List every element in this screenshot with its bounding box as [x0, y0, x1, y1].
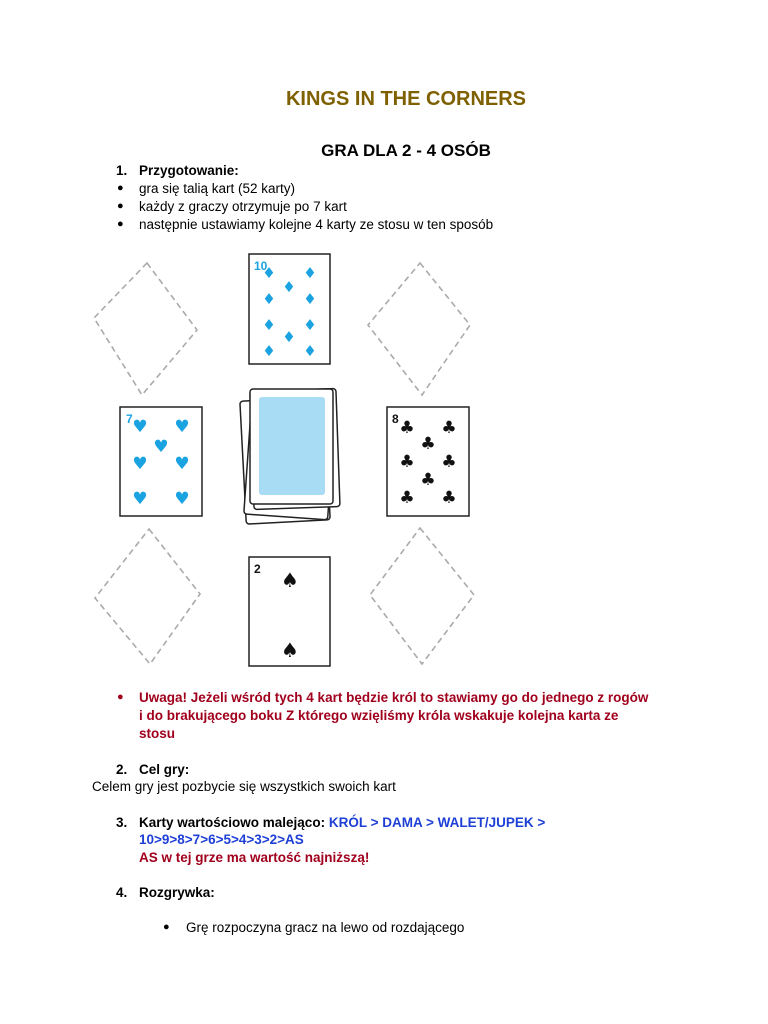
suit-pip: ♥: [153, 437, 169, 457]
section-3-line-1: [139, 814, 545, 832]
suit-pip: ♦: [282, 278, 296, 296]
suit-pip: ♥: [174, 489, 190, 509]
bullet-icon: ●: [117, 691, 124, 703]
card-rank-top: 10: [254, 259, 268, 273]
section-4-number: 4.: [116, 885, 128, 900]
corner-slot-bottom-left: [95, 529, 200, 664]
suit-pip: ♣: [441, 488, 457, 508]
section-2-heading: Cel gry:: [139, 762, 190, 777]
suit-pip: ♦: [303, 342, 317, 360]
section-3-heading: Karty wartościowo malejąco:: [139, 815, 326, 830]
page-subtitle: GRA DLA 2 - 4 OSÓB: [321, 141, 491, 160]
suit-pip: ♣: [441, 452, 457, 472]
bullet-icon: ●: [117, 182, 124, 194]
warning-line-1: Uwaga! Jeżeli wśród tych 4 kart będzie król to stawiamy go do jednego z rogów: [139, 690, 649, 705]
card-layout-diagram: [90, 250, 490, 670]
section-1-bullet-3: następnie ustawiamy kolejne 4 karty ze stosu w ten sposób: [139, 217, 494, 232]
suit-pip: ♦: [262, 290, 276, 308]
card-two-of-spades: [249, 557, 330, 666]
section-1-number: 1.: [116, 163, 128, 178]
suit-pip: ♣: [399, 418, 415, 438]
suit-pip: ♥: [174, 417, 190, 437]
bullet-icon: ●: [117, 200, 124, 212]
suit-pip: ♦: [282, 328, 296, 346]
suit-pip: ♣: [399, 452, 415, 472]
suit-pip: ♥: [132, 454, 148, 474]
section-2-text: Celem gry jest pozbycie się wszystkich swoich kart: [92, 779, 396, 794]
card-order-part-2: 10>9>8>7>6>5>4>3>2>AS: [139, 832, 304, 847]
card-order-part-1: KRÓL > DAMA > WALET/JUPEK >: [328, 815, 546, 830]
bullet-icon: ●: [163, 921, 170, 933]
deck-stack: [240, 389, 340, 525]
suit-pip: ♣: [420, 470, 436, 490]
section-4-heading: Rozgrywka:: [139, 885, 215, 900]
card-rank-top: 8: [392, 412, 399, 426]
bullet-icon: ●: [117, 218, 124, 230]
card-eight-of-clubs: [387, 407, 469, 516]
corner-slot-top-left: [94, 263, 197, 395]
section-1-bullet-1: gra się talią kart (52 karty): [139, 181, 296, 196]
section-1-heading: Przygotowanie:: [139, 163, 239, 178]
ace-note: AS w tej grze ma wartość najniższą!: [139, 850, 370, 865]
card-rank-top: 7: [126, 412, 133, 426]
suit-pip: ♠: [281, 638, 299, 662]
suit-pip: ♥: [132, 489, 148, 509]
suit-pip: ♠: [281, 568, 299, 592]
card-ten-of-diamonds: [249, 254, 330, 364]
section-1-bullet-2: każdy z graczy otrzymuje po 7 kart: [139, 199, 347, 214]
suit-pip: ♦: [303, 290, 317, 308]
page-title: KINGS IN THE CORNERS: [285, 88, 527, 110]
card-rank-top: 2: [254, 562, 261, 576]
suit-pip: ♦: [303, 316, 317, 334]
suit-pip: ♦: [303, 264, 317, 282]
suit-pip: ♥: [174, 454, 190, 474]
section-2-number: 2.: [116, 762, 128, 777]
corner-slot-top-right: [368, 263, 470, 395]
deck-back: [259, 397, 325, 495]
suit-pip: ♥: [132, 417, 148, 437]
suit-pip: ♣: [399, 488, 415, 508]
suit-pip: ♦: [262, 316, 276, 334]
corner-slot-bottom-right: [370, 528, 474, 664]
suit-pip: ♦: [262, 342, 276, 360]
suit-pip: ♦: [262, 264, 276, 282]
suit-pip: ♣: [441, 418, 457, 438]
warning-line-3: stosu: [139, 726, 176, 741]
section-3-number: 3.: [116, 815, 128, 830]
section-4-bullet-1: Grę rozpoczyna gracz na lewo od rozdającego: [186, 920, 465, 935]
warning-line-2: i do brakującego boku Z którego wzięliśmy króla wskakuje kolejna karta ze: [139, 708, 619, 723]
suit-pip: ♣: [420, 434, 436, 454]
card-seven-of-hearts: [120, 407, 202, 516]
